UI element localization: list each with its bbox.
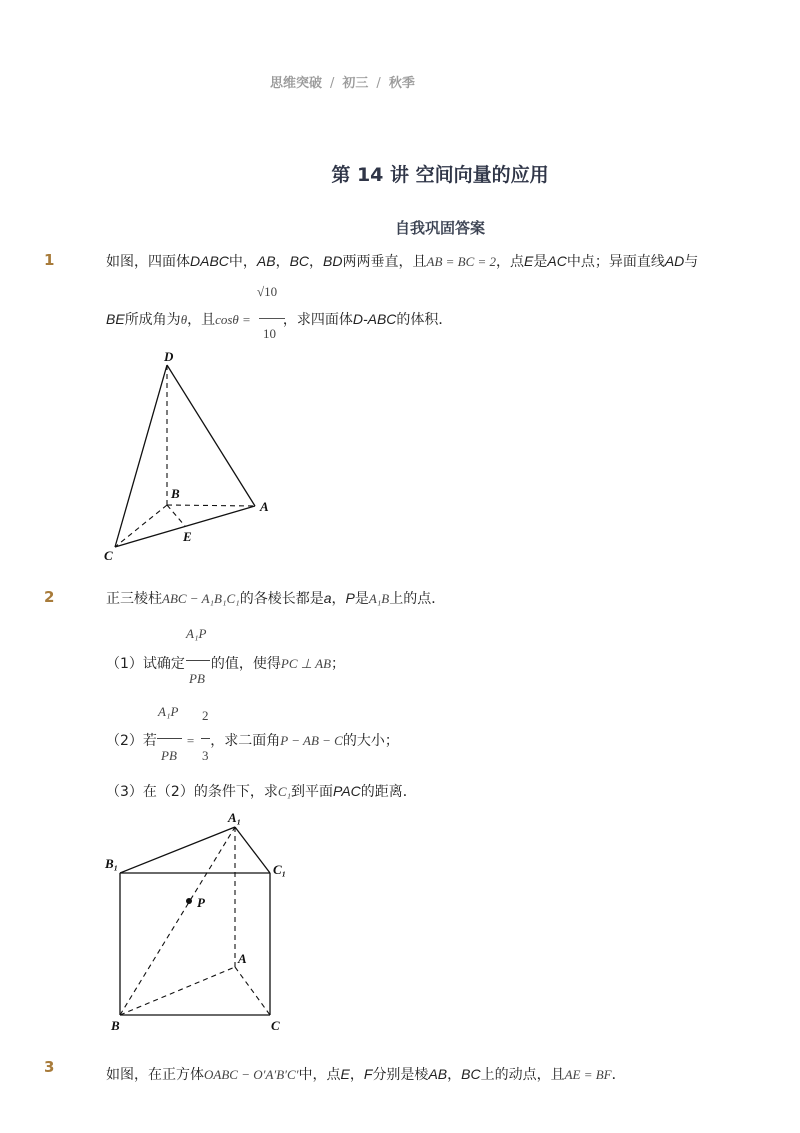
breadcrumb-item: 初三 [342, 76, 369, 91]
segment-BA1 [120, 827, 235, 1015]
edge-DA [167, 365, 255, 506]
label-E: E [183, 529, 192, 544]
q1-fraction-numerator: √10 [257, 284, 278, 299]
q1-fraction-denominator: 10 [263, 326, 276, 341]
page-title: 第 14 讲 空间向量的应用 [331, 164, 549, 186]
edge-BA [167, 505, 255, 506]
label-A1: A₁ [228, 810, 242, 825]
label-C: C [104, 548, 113, 563]
breadcrumb-item: 思维突破 [270, 76, 323, 91]
q3-line1: 如图，在正方体OABC − O′A′B′C′中，点E，F分别是棱AB，BC上的动点，且AE = BF． [106, 1066, 626, 1083]
label-B: B [111, 1018, 120, 1033]
label-A: A [260, 499, 269, 514]
edge-A1C1 [235, 827, 270, 873]
q2-line1: 正三棱柱ABC − A₁B₁C₁的各棱长都是a，P是A₁B上的点． [106, 590, 446, 607]
label-B1: B₁ [105, 856, 119, 871]
part1-fraction-numerator: A₁P [186, 626, 207, 641]
section-subtitle: 自我巩固答案 [394, 219, 485, 237]
part2-value-numerator: 2 [202, 708, 209, 723]
label-C: C [271, 1018, 280, 1033]
segment-BE [167, 505, 185, 526]
q2-part3: （3）在（2）的条件下，求C₁到平面PAC的距离． [106, 783, 417, 800]
q2-part2: （2）若 = ，求二面角P − AB − C的大小； [106, 733, 399, 749]
question-number: 1 [44, 251, 55, 269]
q2-part1: （1）试确定 的值，使得PC ⊥ AB； [106, 656, 346, 672]
part2-value-denominator: 3 [202, 748, 209, 763]
label-D: D [164, 349, 174, 364]
tetrahedron-figure [95, 345, 295, 570]
prism-figure [95, 805, 310, 1040]
label-A: A [238, 951, 247, 966]
edge-BC [115, 505, 167, 547]
edge-BA [120, 967, 235, 1015]
breadcrumb-separator: / [330, 76, 335, 91]
point-P [186, 898, 192, 904]
breadcrumb-separator: / [376, 76, 381, 91]
label-P: P [197, 895, 205, 910]
edge-B1A1 [120, 827, 235, 873]
part2-fraction-numerator: A₁P [158, 704, 179, 719]
edge-AC [235, 967, 270, 1015]
question-number: 3 [44, 1058, 55, 1076]
question-number: 2 [44, 588, 55, 606]
part1-fraction-denominator: PB [189, 671, 205, 686]
breadcrumb-item: 秋季 [388, 76, 415, 91]
part2-fraction-denominator: PB [161, 748, 177, 763]
label-C1: C₁ [273, 862, 287, 877]
q1-line2: BE所成角为θ，且cosθ = ，求四面体D-ABC的体积． [106, 311, 453, 328]
edge-DC [115, 365, 167, 547]
label-B: B [171, 486, 180, 501]
breadcrumb [270, 72, 415, 91]
q1-line1: 如图，四面体DABC中，AB，BC，BD两两垂直，且AB = BC = 2，点E是AC中点；异面直线AD与 [106, 253, 699, 270]
